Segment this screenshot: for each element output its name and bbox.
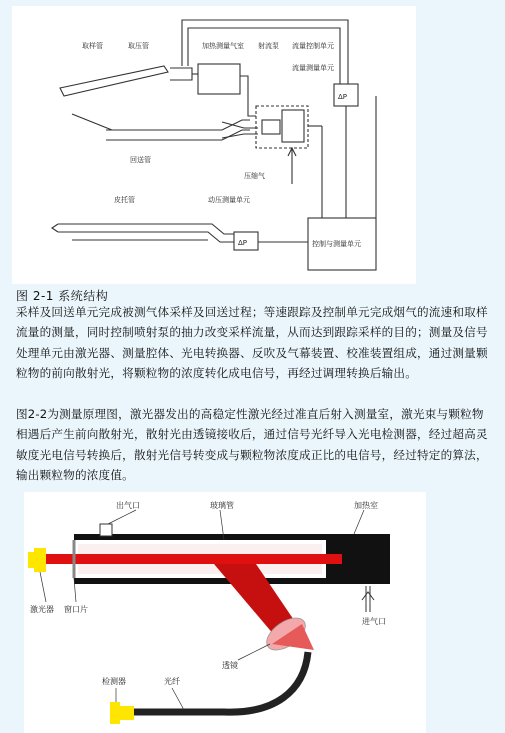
label-compressed-air: 压缩气 bbox=[244, 172, 265, 180]
label-heated-chamber: 加热测量气室 bbox=[202, 42, 244, 50]
label-detector: 检测器 bbox=[102, 677, 126, 686]
label-outlet: 出气口 bbox=[116, 501, 140, 510]
label-laser: 激光器 bbox=[30, 605, 54, 614]
detector-shape bbox=[110, 702, 134, 724]
label-pressure-tube: 取压管 bbox=[128, 42, 149, 50]
label-window: 窗口片 bbox=[64, 605, 88, 614]
label-flow-control-unit: 流量控制单元 bbox=[292, 42, 334, 50]
label-jet-pump: 射流泵 bbox=[258, 42, 279, 50]
label-glass-tube: 玻璃管 bbox=[210, 501, 234, 510]
label-pitot-tube: 皮托管 bbox=[114, 196, 135, 204]
optical-fiber bbox=[134, 652, 308, 712]
label-heating-chamber: 加热室 bbox=[354, 501, 378, 510]
label-return-tube: 回送管 bbox=[130, 156, 151, 164]
label-lens: 透镜 bbox=[222, 661, 238, 670]
paragraph-system-description: 采样及回送单元完成被测气体采样及回送过程；等速跟踪及控制单元完成烟气的流速和取样流量的测量，同时控制喷射泵的抽力改变采样流量，从而达到跟踪采样的目的；测量及信号处理单元由激光器、测量腔体、光电转换器、反吹及气幕装置、校准装置组成，通过测量颗粒物的前向散射光，将颗粒物的浓度转化成电信号，再经过调理转换后输出。 bbox=[16, 305, 488, 381]
label-sampling-tube: 取样管 bbox=[82, 42, 103, 50]
paragraph-measurement-principle: 图2-2为测量原理图，激光器发出的高稳定性激光经过准直后射入测量室，激光束与颗粒物相遇后产生前向散射光，散射光由透镜接收后，通过信号光纤导入光电检测器，经过超高灵敏度光电信号转换后，散射光信号转变成与颗粒物浓度成正比的电信号，经过特定的算法，输出颗粒物的浓度值。 bbox=[16, 407, 488, 483]
label-dynamic-pressure-unit: 动压测量单元 bbox=[208, 196, 250, 204]
label-inlet: 进气口 bbox=[362, 617, 386, 626]
laser-beam bbox=[42, 554, 342, 564]
figure-1-caption: 图 2-1 系统结构 bbox=[16, 289, 109, 303]
laser-shape bbox=[28, 548, 46, 572]
label-flow-measure-unit: 流量测量单元 bbox=[292, 64, 334, 72]
label-fiber: 光纤 bbox=[164, 677, 180, 686]
system-structure-diagram bbox=[12, 6, 416, 284]
label-delta-p-top: ΔP bbox=[338, 93, 348, 101]
measurement-principle-diagram bbox=[24, 492, 426, 733]
label-control-measure-unit: 控制与测量单元 bbox=[312, 240, 361, 248]
label-delta-p-bottom: ΔP bbox=[238, 239, 248, 247]
